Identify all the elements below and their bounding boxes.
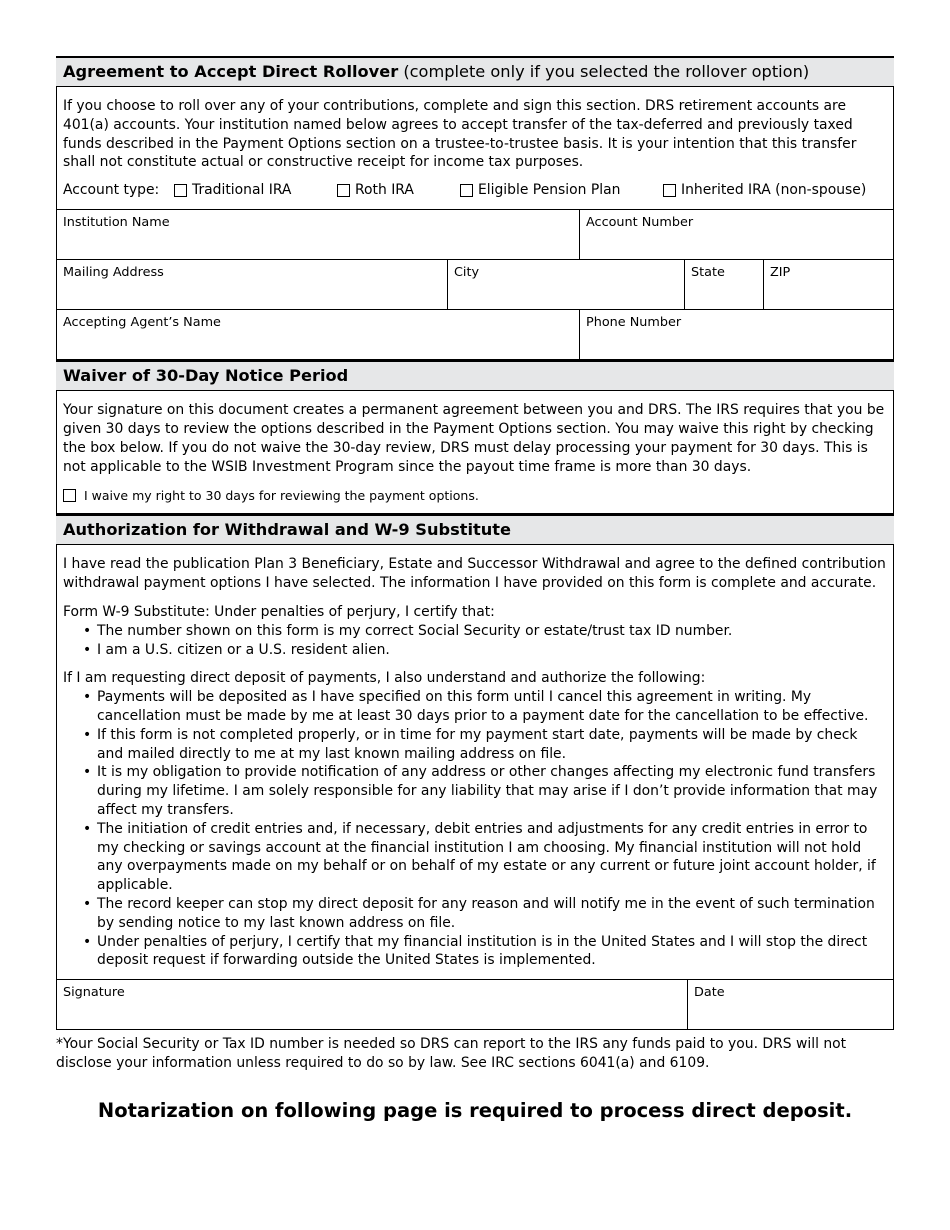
waiver-checkbox[interactable] <box>63 489 76 502</box>
account-number-field[interactable] <box>579 210 893 259</box>
city-field[interactable] <box>447 260 684 309</box>
agent-name-field[interactable] <box>57 310 579 359</box>
institution-row <box>57 209 893 259</box>
state-label: State <box>691 265 725 281</box>
form <box>56 56 894 1030</box>
account-type-option-label: Traditional IRA <box>192 182 292 199</box>
signature-field[interactable] <box>57 980 687 1029</box>
institution-name-label: Institution Name <box>63 215 170 231</box>
agent-name-label: Accepting Agent’s Name <box>63 315 221 331</box>
authorization-section <box>56 544 894 980</box>
checkbox[interactable] <box>663 184 676 197</box>
account-type-label: Account type: <box>63 182 160 199</box>
authorization-intro: I have read the publication Plan 3 Beneficiary, Estate and Successor Withdrawal and agree to the defined contribution withdrawal payment options I have selected. The information I have provided on this form is complete and accurate. <box>63 556 886 592</box>
checkbox[interactable] <box>337 184 350 197</box>
direct-deposit-heading: If I am requesting direct deposit of payments, I also understand and authorize the following: <box>63 670 706 687</box>
rollover-intro: If you choose to roll over any of your contributions, complete and sign this section. DRS retirement accounts are 401(a) accounts. Your institution named below agrees to accept transfer of the tax-deferred and previously taxed funds described in the Payment Options section on a trustee-to-trustee basis. It is your intention that this transfer shall not constitute actual or constructive receipt for income tax purposes. <box>63 98 857 171</box>
list-item: • It is my obligation to provide notification of any address or other changes affecting my electronic fund transfers during my lifetime. I am solely responsible for any liability that may arise if I don’t provide information that may affect my transfers. <box>97 763 887 819</box>
waiver-section-heading <box>56 360 894 390</box>
account-type-row <box>57 172 893 209</box>
date-label: Date <box>694 985 725 1001</box>
mailing-address-field[interactable] <box>57 260 447 309</box>
waiver-body: Your signature on this document creates a permanent agreement between you and DRS. The IRS requires that you be given 30 days to review the options described in the Payment Options section. You may waive this right by checking the box below. If you do not waive the 30-day review, DRS must delay processing your payment for 30 days. This is not applicable to the WSIB Investment Program since the payout time frame is more than 30 days. <box>63 402 885 475</box>
waiver-section <box>56 390 894 514</box>
zip-label: ZIP <box>770 265 791 281</box>
state-field[interactable] <box>684 260 763 309</box>
agent-row <box>57 309 893 359</box>
zip-field[interactable] <box>763 260 893 309</box>
address-row <box>57 259 893 309</box>
account-number-label: Account Number <box>586 215 694 231</box>
account-type-inherited-ira[interactable] <box>663 182 866 198</box>
rollover-section <box>56 86 894 360</box>
notarization-notice: Notarization on following page is required to process direct deposit. <box>97 1099 853 1122</box>
account-type-traditional-ira[interactable] <box>174 182 337 198</box>
mailing-address-label: Mailing Address <box>63 265 164 281</box>
date-field[interactable] <box>687 980 893 1029</box>
waiver-option[interactable] <box>57 476 893 513</box>
direct-deposit-list <box>63 688 887 970</box>
account-type-roth-ira[interactable] <box>337 182 460 198</box>
list-item: • The initiation of credit entries and, if necessary, debit entries and adjustments for any credit entries in error to my checking or savings account at the financial institution I am choosing. My financial institution will not hold any overpayments made on my behalf or on behalf of my estate or any current or future joint account holder, if applicable. <box>97 820 887 895</box>
checkbox[interactable] <box>174 184 187 197</box>
phone-number-label: Phone Number <box>586 315 682 331</box>
list-item: • If this form is not completed properly, or in time for my payment start date, payments will be made by check and mailed directly to me at my last known mailing address on file. <box>97 726 887 764</box>
checkbox[interactable] <box>460 184 473 197</box>
account-type-eligible-pension-plan[interactable] <box>460 182 663 198</box>
authorization-body <box>57 545 893 979</box>
rollover-heading-bold: Agreement to Accept Direct Rollover <box>63 62 399 81</box>
list-item: • The record keeper can stop my direct deposit for any reason and will notify me in the event of such termination by sending notice to my last known address on file. <box>97 895 887 933</box>
account-type-option-label: Eligible Pension Plan <box>478 182 621 199</box>
authorization-heading: Authorization for Withdrawal and W-9 Substitute <box>63 520 511 540</box>
list-item: • Payments will be deposited as I have specified on this form until I cancel this agreement in writing. My cancellation must be made by me at least 30 days prior to a payment date for the cancellation to be effective. <box>97 688 887 726</box>
signature-label: Signature <box>63 985 125 1001</box>
footnote: *Your Social Security or Tax ID number is needed so DRS can report to the IRS any funds paid to you. DRS will not disclose your information unless required to do so by law. See IRC sections 6041(a) and 6109. <box>56 1036 847 1071</box>
authorization-section-heading <box>56 514 894 544</box>
list-item: • I am a U.S. citizen or a U.S. resident alien. <box>97 641 887 660</box>
rollover-heading-note: (complete only if you selected the rollover option) <box>398 62 810 81</box>
list-item: • Under penalties of perjury, I certify that my financial institution is in the United States and I will stop the direct deposit request if forwarding outside the United States is implemented. <box>97 933 887 971</box>
signature-row <box>56 980 894 1030</box>
city-label: City <box>454 265 480 281</box>
account-type-option-label: Inherited IRA (non-spouse) <box>681 182 867 199</box>
waiver-heading: Waiver of 30-Day Notice Period <box>63 366 349 386</box>
waiver-checkbox-label: I waive my right to 30 days for reviewing the payment options. <box>84 488 479 504</box>
w9-heading: Form W-9 Substitute: Under penalties of perjury, I certify that: <box>63 603 495 620</box>
account-type-option-label: Roth IRA <box>355 182 414 199</box>
list-item: • The number shown on this form is my correct Social Security or estate/trust tax ID number. <box>97 622 887 641</box>
rollover-section-heading <box>56 56 894 86</box>
phone-number-field[interactable] <box>579 310 893 359</box>
institution-name-field[interactable] <box>57 210 579 259</box>
w9-list <box>63 622 887 660</box>
